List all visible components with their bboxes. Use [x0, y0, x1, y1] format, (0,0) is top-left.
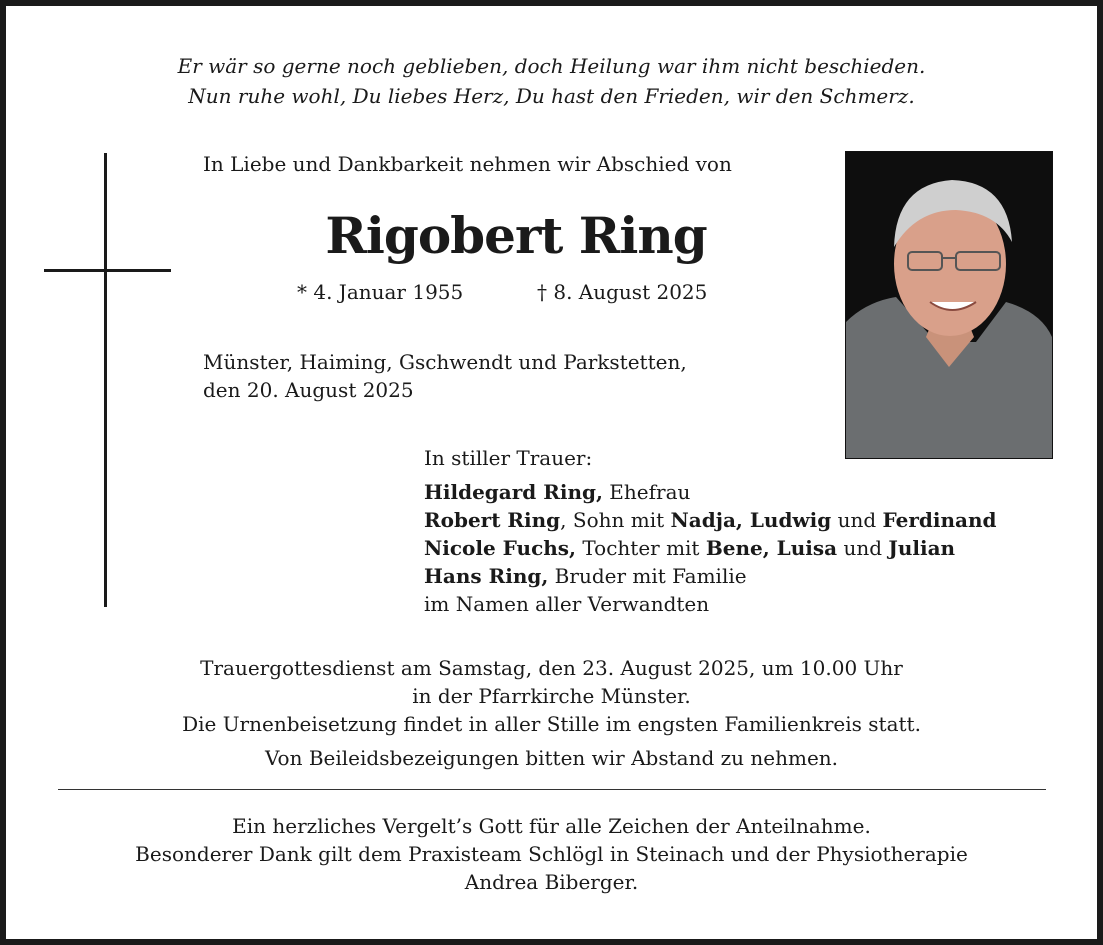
mourner-name: Bene, Luisa: [705, 536, 838, 560]
mourners-block: [424, 444, 997, 618]
mourner-name: Hildegard Ring,: [424, 480, 603, 504]
intro-text: In Liebe und Dankbarkeit nehmen wir Abschied von: [203, 152, 732, 176]
mourner-line: [424, 478, 997, 506]
mourners-heading: In stiller Trauer:: [424, 446, 593, 470]
mourner-relation: und: [831, 508, 883, 532]
mourner-name: Ferdinand: [882, 508, 997, 532]
mourner-line: [424, 562, 997, 590]
service-line-4: Von Beileidsbezeigungen bitten wir Abstand zu nehmen.: [264, 746, 839, 770]
thanks-line-3: Andrea Biberger.: [464, 870, 639, 894]
mourner-relation: Ehefrau: [602, 480, 691, 504]
place-line: Münster, Haiming, Gschwendt und Parkstetten,: [203, 350, 687, 374]
mourner-name: Hans Ring,: [424, 564, 549, 588]
mourner-line: [424, 590, 997, 618]
mourners-list: [424, 478, 997, 618]
verse-line-1: Er wär so gerne noch geblieben, doch Heilung war ihm nicht beschieden.: [177, 54, 926, 78]
mourner-relation: , Sohn mit: [560, 508, 671, 532]
mourner-name: Julian: [888, 536, 956, 560]
thanks-line-2: Besonderer Dank gilt dem Praxisteam Schlögl in Steinach und der Physiotherapie: [135, 842, 968, 866]
cross-symbol-vertical: [104, 153, 107, 607]
thanks-line-1: Ein herzliches Vergelt’s Gott für alle Zeichen der Anteilnahme.: [232, 814, 871, 838]
date-line: den 20. August 2025: [203, 378, 414, 402]
service-line-3: Die Urnenbeisetzung findet in aller Stille im engsten Familienkreis statt.: [182, 712, 921, 736]
place-and-date: [203, 348, 687, 404]
mourner-line: [424, 506, 997, 534]
portrait-image: [846, 152, 1052, 458]
mourner-relation: Tochter mit: [576, 536, 706, 560]
mourner-name: Nadja, Ludwig: [670, 508, 832, 532]
verse-line-2: Nun ruhe wohl, Du liebes Herz, Du hast den Frieden, wir den Schmerz.: [188, 84, 915, 108]
portrait-photo: [845, 151, 1053, 459]
deceased-name: Rigobert Ring: [325, 206, 707, 265]
mourner-relation: Bruder mit Familie: [548, 564, 747, 588]
service-line-1: Trauergottesdienst am Samstag, den 23. August 2025, um 10.00 Uhr: [200, 656, 903, 680]
mourner-relation: und: [837, 536, 889, 560]
mourner-line: [424, 534, 997, 562]
cross-symbol-horizontal: [44, 269, 171, 272]
birth-date: * 4. Januar 1955: [297, 280, 464, 304]
service-line-2: in der Pfarrkirche Münster.: [412, 684, 691, 708]
mourner-relation: im Namen aller Verwandten: [424, 592, 710, 616]
mourner-name: Robert Ring: [424, 508, 561, 532]
death-date: † 8. August 2025: [537, 280, 708, 304]
divider: [58, 789, 1046, 790]
mourner-name: Nicole Fuchs,: [424, 536, 577, 560]
